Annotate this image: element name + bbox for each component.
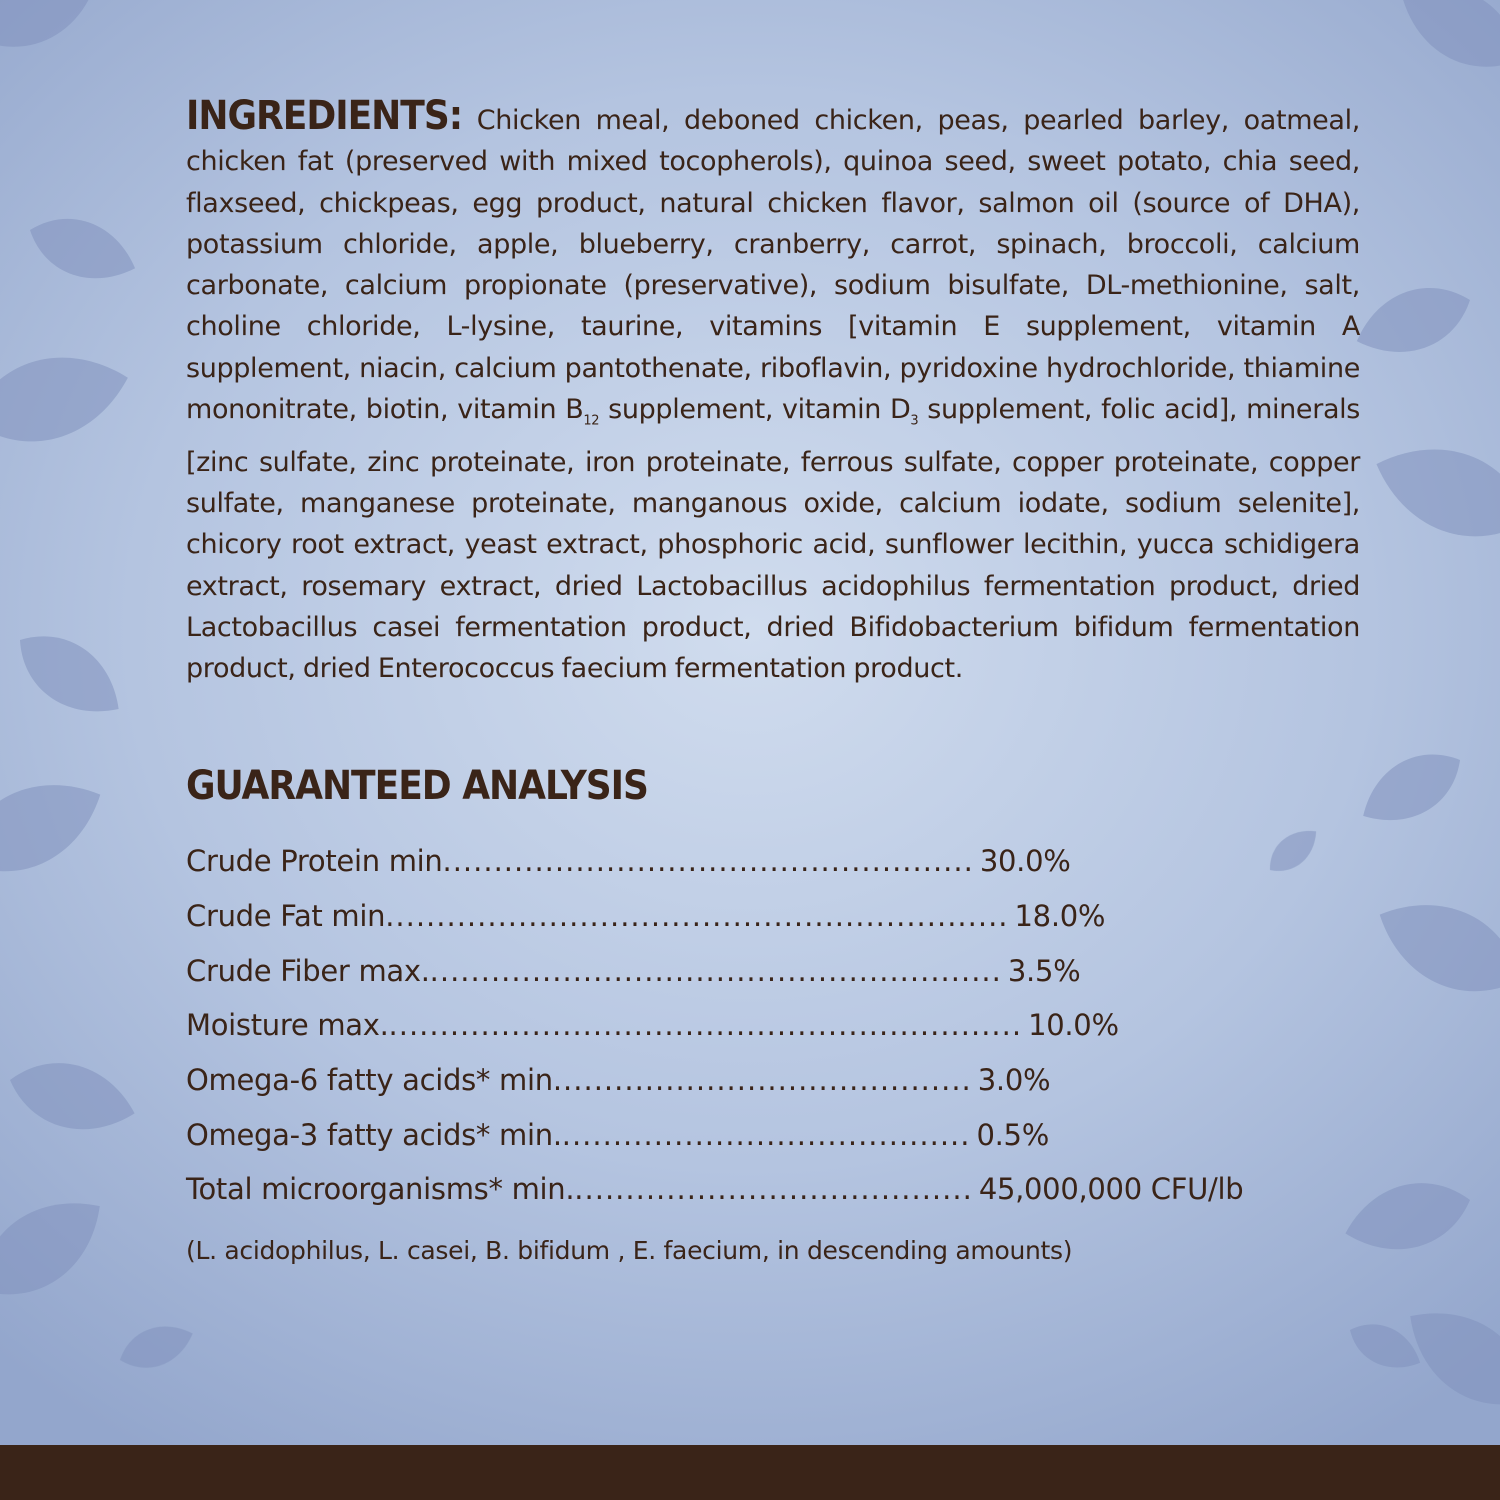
dot-leader: ........................................................ <box>429 953 1002 988</box>
analysis-row-microorganisms <box>186 1152 1360 1207</box>
analysis-row-crude-fat <box>186 878 1360 933</box>
leaf-icon <box>1363 427 1500 558</box>
analysis-row-omega-3 <box>186 1097 1360 1152</box>
leaf-icon <box>0 339 138 458</box>
analysis-value: 30.0% <box>979 844 1071 879</box>
dot-leader: .............................................................. <box>388 1008 1023 1043</box>
analysis-value: 0.5% <box>976 1117 1049 1152</box>
analysis-label: Crude Protein min <box>186 844 443 879</box>
ingredients-text-2: supplement, vitamin D <box>599 394 911 426</box>
dot-leader: ....................................... <box>574 1172 973 1207</box>
guaranteed-analysis-heading: GUARANTEED ANALYSIS <box>186 762 648 809</box>
analysis-label: Crude Fiber max. <box>186 953 430 988</box>
leaf-icon <box>21 204 145 294</box>
leaf-icon <box>1384 0 1500 89</box>
analysis-label: Omega-3 fatty acids* min. <box>186 1117 562 1152</box>
analysis-row-moisture <box>186 988 1360 1043</box>
analysis-label: Total microorganisms* min. <box>186 1172 575 1207</box>
analysis-row-crude-fiber <box>186 933 1360 988</box>
leaf-icon <box>3 616 135 733</box>
bottom-brown-band <box>0 1445 1500 1500</box>
d3-subscript: 3 <box>910 413 919 429</box>
analysis-value: 18.0% <box>1014 898 1106 933</box>
dot-leader: ........................................ <box>561 1117 971 1152</box>
analysis-label: Crude Fat min <box>186 898 386 933</box>
analysis-value: 3.5% <box>1007 953 1081 988</box>
leaf-icon <box>0 0 116 69</box>
leaf-icon <box>114 1316 200 1378</box>
ingredients-heading: INGREDIENTS: <box>186 93 463 139</box>
analysis-label: Omega-6 fatty acids* min <box>186 1062 553 1097</box>
analysis-value: 10.0% <box>1028 1008 1119 1043</box>
leaf-icon <box>1364 880 1500 1014</box>
dot-leader: ......................................... <box>552 1062 972 1097</box>
dot-leader: .................................................... <box>442 844 974 879</box>
analysis-value: 45,000,000 CFU/lb <box>978 1172 1244 1207</box>
microorganisms-footnote: (L. acidophilus, L. casei, B. bifidum , E. faecium, in descending amounts) <box>186 1236 1073 1266</box>
analysis-value: 3.0% <box>977 1062 1051 1097</box>
leaf-icon <box>2 1050 143 1144</box>
leaf-icon <box>1347 272 1480 368</box>
ingredients-list <box>186 93 1361 690</box>
guaranteed-analysis-table <box>186 824 1360 1207</box>
leaf-icon <box>0 1177 120 1319</box>
ingredients-text: Chicken meal, deboned chicken, peas, pearled barley, oatmeal, chicken fat (preserved with mixed tocopherols), quinoa seed, sweet potato, chia seed, flaxseed, chickpeas, egg product, natural chicken flavor, salmon oil (source of DHA), potassium chloride, apple, blueberry, cranberry, carrot, spinach, broccoli, calcium carbonate, calcium propionate (preservative), sodium bisulfate, DL-methionine, salt, choline chloride, L-lysine, taurine, vitamins [vitamin E supplement, vitamin A supplement, niacin, calcium pantothenate, riboflavin, pyridoxine hydrochloride, thiamine mononitrate, biotin, vitamin B <box>186 105 1361 426</box>
analysis-label: Moisture max. <box>186 1008 389 1043</box>
leaf-icon <box>1350 736 1474 839</box>
label-content <box>186 93 1361 1266</box>
dot-leader: ............................................................. <box>385 898 1009 933</box>
analysis-row-crude-protein <box>186 824 1360 879</box>
leaf-icon <box>0 760 116 894</box>
ingredients-text-3: supplement, folic acid], minerals [zinc sulfate, zinc proteinate, iron proteinate, ferrous sulfate, copper proteinate, copper sulfate, manganese proteinate, manganous oxide, calcium iodate, sodium selenite], chicory root extract, yeast extract, phosphoric acid, sunflower lecithin, yucca schidigera extract, rosemary extract, dried Lactobacillus acidophilus fermentation product, dried Lactobacillus casei fermentation product, dried Bifidobacterium bifidum fermentation product, dried Enterococcus faecium fermentation product. <box>186 394 1361 685</box>
analysis-row-omega-6 <box>186 1042 1360 1097</box>
b12-subscript: 12 <box>583 413 600 429</box>
